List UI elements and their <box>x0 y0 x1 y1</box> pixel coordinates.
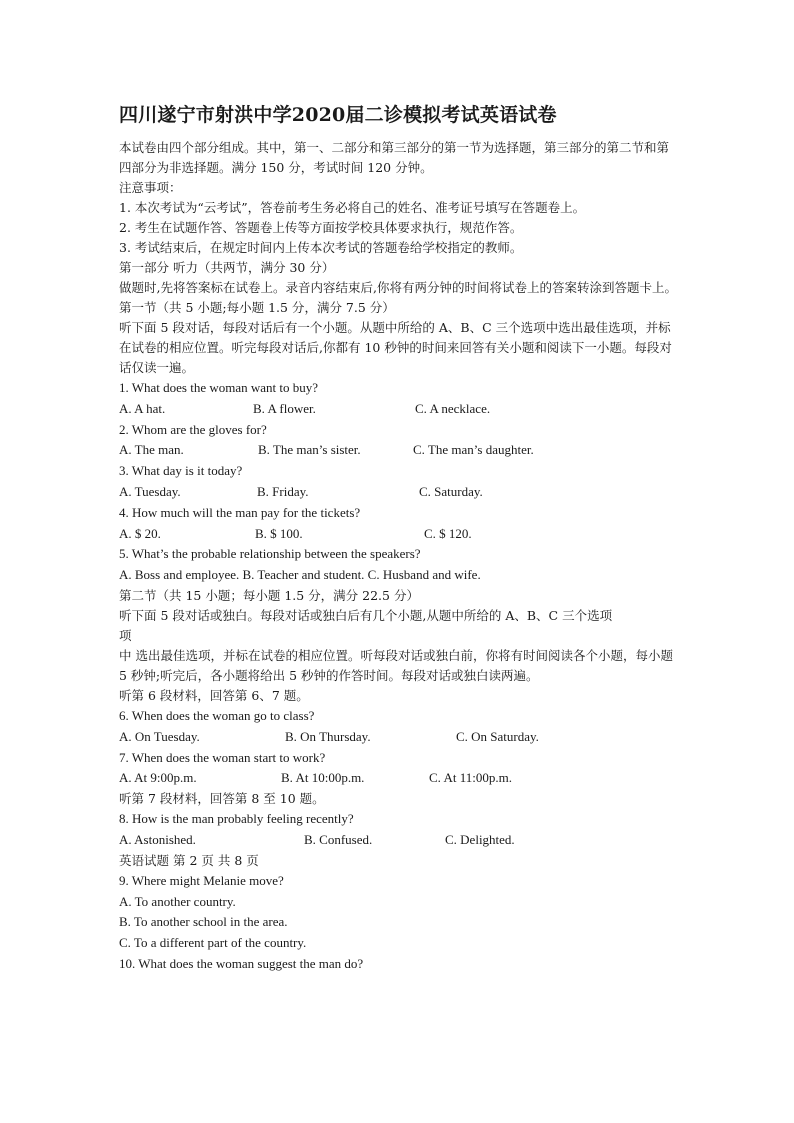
part1-heading: 第一部分 听力（共两节，满分 30 分） <box>119 260 335 275</box>
question-8-options <box>119 830 679 851</box>
option-c: C. To a different part of the country. <box>119 935 307 951</box>
material-7-heading: 听第 7 段材料，回答第 8 至 10 题。 <box>119 791 325 807</box>
question-4-options <box>119 524 679 545</box>
option-a: A. A hat. <box>119 400 166 416</box>
page-footer: 英语试题 第 2 页 共 8 页 <box>119 852 259 868</box>
option-c: C. $ 120. <box>424 525 472 541</box>
option-b: B. A flower. <box>253 400 316 416</box>
question-9: 9. Where might Melanie move? <box>119 872 284 888</box>
material-6-heading: 听第 6 段材料，回答第 6、7 题。 <box>119 687 309 703</box>
option-b: B. The man’s sister. <box>258 442 361 458</box>
question-5-options: A. Boss and employee. B. Teacher and student. C. Husband and wife. <box>119 567 481 583</box>
option-c: C. Saturday. <box>419 483 483 499</box>
intro-paragraph: 本试卷由四个部分组成。其中，第一、二部分和第三部分的第一节为选择题，第三部分的第二节和第四部分为非选择题。满分 150 分，考试时间 120 分钟。 <box>119 140 670 175</box>
option-a: A. Tuesday. <box>119 483 181 499</box>
section2-instruction-cont: 中 选出最佳选项，并标在试卷的相应位置。听每段对话或独白前，你将有时间阅读各个小题，每小题 5 秒钟;听完后，各小题将给出 5 秒钟的作答时间。每段对话或独白读两遍。 <box>119 647 673 683</box>
option-c: C. A necklace. <box>415 400 491 416</box>
option-c: C. On Saturday. <box>456 728 539 744</box>
option-b: B. $ 100. <box>255 525 303 541</box>
option-c: C. At 11:00p.m. <box>429 770 512 786</box>
exam-title: 四川遂宁市射洪中学2020届二诊模拟考试英语试卷 <box>119 104 557 126</box>
option-b: B. Friday. <box>257 483 309 499</box>
option-b: B. On Thursday. <box>285 728 371 744</box>
option-a: A. The man. <box>119 442 184 458</box>
question-3: 3. What day is it today? <box>119 463 243 479</box>
question-2: 2. Whom are the gloves for? <box>119 421 267 437</box>
question-3-options <box>119 482 679 503</box>
option-b: B. Confused. <box>304 831 373 847</box>
option-b: B. To another school in the area. <box>119 914 288 930</box>
exam-page <box>119 100 679 975</box>
question-6: 6. When does the woman go to class? <box>119 707 315 723</box>
option-b: B. At 10:00p.m. <box>281 770 365 786</box>
question-10: 10. What does the woman suggest the man do? <box>119 955 364 971</box>
option-c: C. The man’s daughter. <box>413 442 534 458</box>
notice-item: 1. 本次考试为“云考试”，答卷前考生务必将自己的姓名、准考证号填写在答题卷上。 <box>119 200 586 215</box>
section2-instruction: 听下面 5 段对话或独白。每段对话或独白后有几个小题,从题中所给的 A、B、C 三个选项 <box>119 607 613 623</box>
question-2-options <box>119 440 679 461</box>
notice-heading: 注意事项： <box>119 180 182 195</box>
question-1-options <box>119 399 679 420</box>
question-5: 5. What’s the probable relationship between the speakers? <box>119 546 421 562</box>
question-7-options <box>119 768 679 789</box>
option-a: A. On Tuesday. <box>119 728 200 744</box>
section2-heading: 第二节（共 15 小题；每小题 1.5 分，满分 22.5 分） <box>119 587 419 603</box>
option-a: A. To another country. <box>119 893 236 909</box>
question-6-options <box>119 727 679 748</box>
question-1: 1. What does the woman want to buy? <box>119 380 319 395</box>
option-a: A. At 9:00p.m. <box>119 770 197 786</box>
notice-item: 2. 考生在试题作答、答题卷上传等方面按学校具体要求执行，规范作答。 <box>119 220 523 235</box>
question-7: 7. When does the woman start to work? <box>119 749 326 765</box>
section1-heading: 第一节（共 5 小题;每小题 1.5 分，满分 7.5 分） <box>119 300 395 315</box>
question-8: 8. How is the man probably feeling recently? <box>119 811 354 827</box>
section2-instruction-cont-prefix: 项 <box>119 627 132 643</box>
option-c: C. Delighted. <box>445 831 515 847</box>
option-a: A. $ 20. <box>119 525 161 541</box>
option-a: A. Astonished. <box>119 831 196 847</box>
question-4: 4. How much will the man pay for the tickets? <box>119 504 361 520</box>
section1-instruction: 听下面 5 段对话，每段对话后有一个小题。从题中所给的 A、B、C 三个选项中选出最佳选项，并标在试卷的相应位置。听完每段对话后,你都有 10 秒钟的时间来回答有关小题和阅读下一小题。每段对话仅读一遍。 <box>119 320 672 375</box>
notice-item: 3. 考试结束后，在规定时间内上传本次考试的答题卷给学校指定的教师。 <box>119 240 523 255</box>
part1-instruction: 做题时,先将答案标在试卷上。录音内容结束后,你将有两分钟的时间将试卷上的答案转涂到答题卡上。 <box>119 280 677 295</box>
